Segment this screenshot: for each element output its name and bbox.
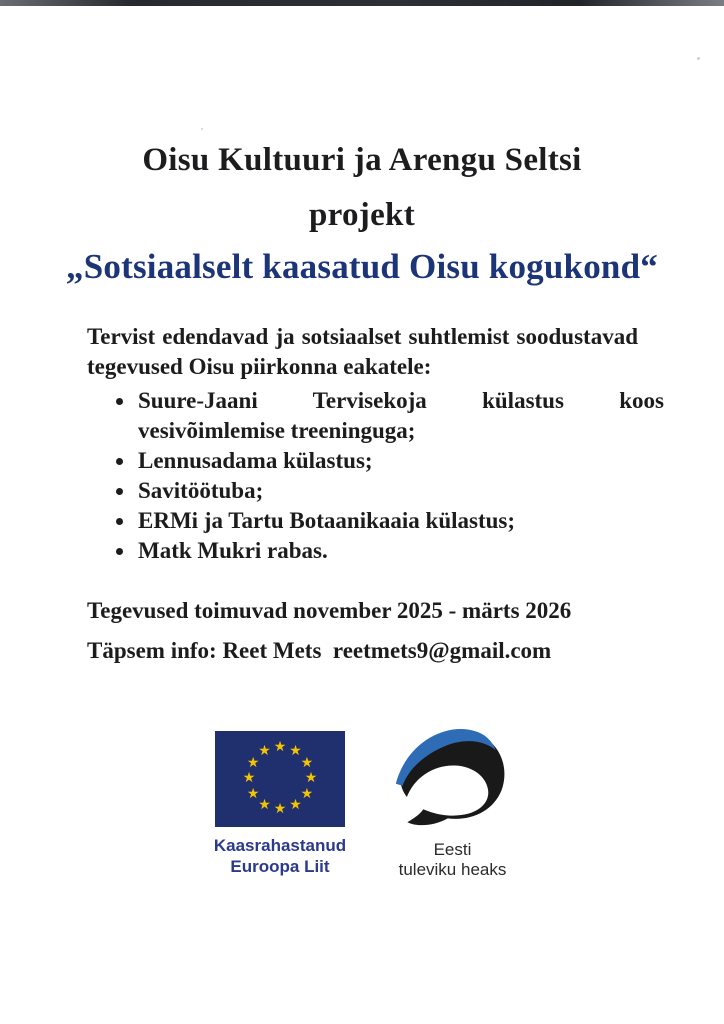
project-subtitle: „Sotsiaalselt kaasatud Oisu kogukond“ <box>66 247 658 286</box>
intro-paragraph: Tervist edendavad ja sotsiaalset suhtlemist soodustavad tegevused Oisu piirkonna eakatele: <box>87 324 638 379</box>
eu-flag-logo <box>215 731 345 827</box>
activity-list-item: • Savitöötuba; <box>136 476 664 506</box>
eu-flag-star-icon: ★ <box>273 801 287 817</box>
eu-flag-star-icon: ★ <box>246 785 260 802</box>
scan-edge-artifact <box>0 0 724 6</box>
estonia-caption-line1: Eesti <box>433 840 472 859</box>
eu-caption-line2: Euroopa Liit <box>230 857 330 876</box>
activity-list-item: • ERMi ja Tartu Botaanikaaia külastus; <box>136 506 664 536</box>
eu-flag-star-icon: ★ <box>242 770 256 786</box>
activity-list-item: • Matk Mukri rabas. <box>136 536 664 566</box>
eu-flag-star-icon: ★ <box>300 785 314 802</box>
activities-list <box>110 386 664 566</box>
eu-flag-star-icon: ★ <box>258 743 271 760</box>
estonia-swallow-icon <box>392 722 512 836</box>
title-block <box>0 141 724 287</box>
eu-flag-star-icon: ★ <box>300 754 314 771</box>
eu-flag-star-icon: ★ <box>246 754 260 771</box>
eu-flag-star-icon: ★ <box>273 739 287 755</box>
eu-caption-line1: Kaasrahastanud <box>213 836 347 855</box>
estonia-logo-caption <box>380 840 525 880</box>
scan-speck <box>201 128 203 130</box>
page-title-line2: projekt <box>309 197 415 233</box>
eu-flag-caption <box>195 835 365 877</box>
page-title-line1: Oisu Kultuuri ja Arengu Seltsi <box>142 142 582 178</box>
activity-list-item: • Suure-Jaani Tervisekoja külastus koos vesivõimlemise treeninguga; <box>136 386 664 446</box>
eu-flag-star-icon: ★ <box>289 796 302 813</box>
scan-speck <box>697 57 700 60</box>
schedule-text: Tegevused toimuvad november 2025 - märts 2026 <box>87 598 572 623</box>
eu-flag-star-icon: ★ <box>258 796 271 813</box>
estonia-caption-line2: tuleviku heaks <box>398 860 507 879</box>
eu-flag-star-icon: ★ <box>289 743 302 760</box>
contact-text: Täpsem info: Reet Mets reetmets9@gmail.com <box>87 638 552 663</box>
estonia-swallow-logo <box>392 722 512 836</box>
eu-flag-star-icon: ★ <box>304 770 318 786</box>
activity-list-item: • Lennusadama külastus; <box>136 446 664 476</box>
